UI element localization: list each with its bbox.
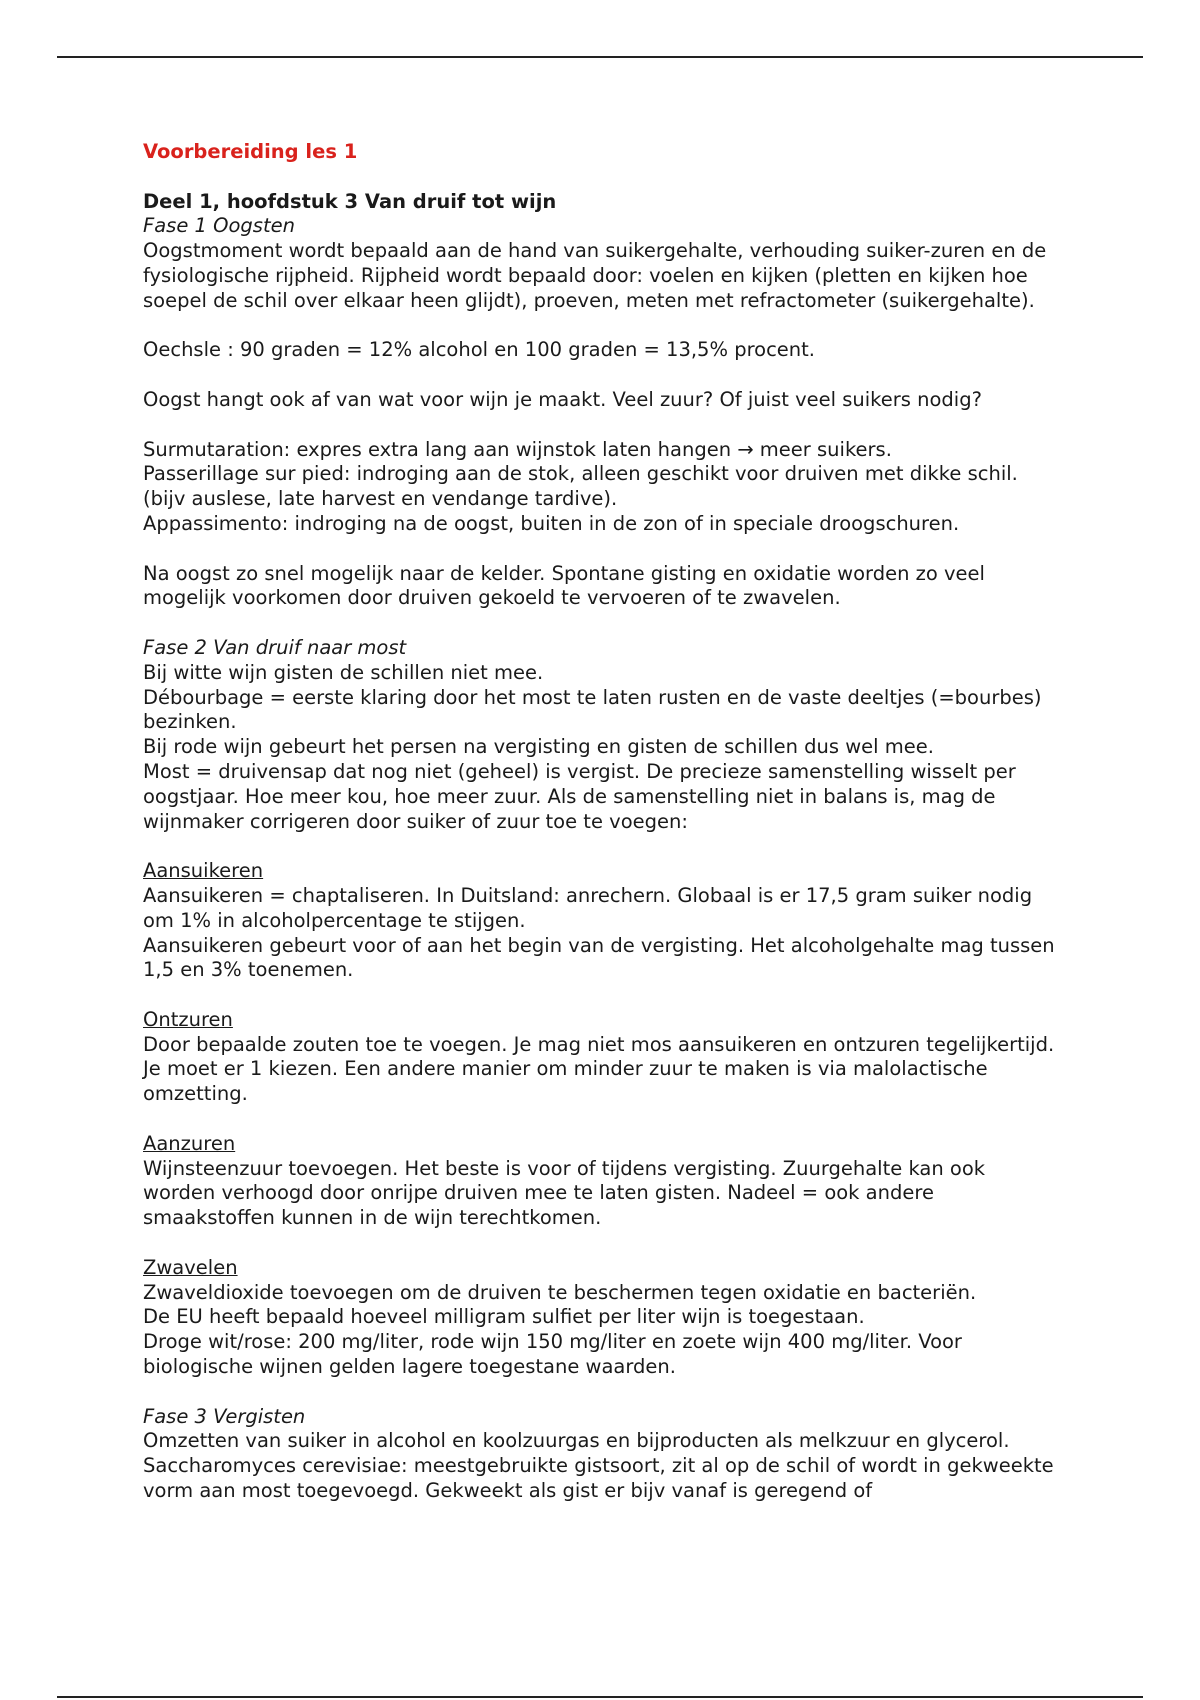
paragraph: Omzetten van suiker in alcohol en koolzuurgas en bijproducten als melkzuur en glycerol. bbox=[143, 1429, 1010, 1453]
aansuikeren-heading: Aansuikeren bbox=[143, 859, 264, 883]
paragraph: Passerillage sur pied: indroging aan de stok, alleen geschikt voor druiven met dikke schil. (bijv auslese, late harvest en vendange tardive). bbox=[143, 462, 1018, 511]
ontzuren-heading: Ontzuren bbox=[143, 1007, 233, 1031]
paragraph: Door bepaalde zouten toe te voegen. Je mag niet mos aansuikeren en ontzuren tegelijkertijd. Je moet er 1 kiezen. Een andere manier om minder zuur te maken is via malolactische omzetting. bbox=[143, 1032, 1055, 1106]
paragraph: Aansuikeren gebeurt voor of aan het begin van de vergisting. Het alcoholgehalte mag tussen 1,5 en 3% toenemen. bbox=[143, 933, 1055, 982]
paragraph: Na oogst zo snel mogelijk naar de kelder. Spontane gisting en oxidatie worden zo veel mogelijk voorkomen door druiven gekoeld te vervoeren of te zwavelen. bbox=[143, 561, 985, 610]
paragraph: Bij rode wijn gebeurt het persen na vergisting en gisten de schillen dus wel mee. bbox=[143, 735, 934, 759]
paragraph: Bij witte wijn gisten de schillen niet mee. bbox=[143, 660, 544, 684]
chapter-heading: Deel 1, hoofdstuk 3 Van druif tot wijn bbox=[143, 189, 557, 213]
paragraph: Oogst hangt ook af van wat voor wijn je maakt. Veel zuur? Of juist veel suikers nodig? bbox=[143, 387, 982, 411]
document-title: Voorbereiding les 1 bbox=[143, 140, 358, 163]
paragraph: Débourbage = eerste klaring door het most te laten rusten en de vaste deeltjes (=bourbes) bezinken. bbox=[143, 685, 1042, 734]
paragraph: Oechsle : 90 graden = 12% alcohol en 100 graden = 13,5% procent. bbox=[143, 338, 816, 362]
paragraph: De EU heeft bepaald hoeveel milligram sulfiet per liter wijn is toegestaan. bbox=[143, 1305, 865, 1329]
paragraph: Oogstmoment wordt bepaald aan de hand van suikergehalte, verhouding suiker-zuren en de fysiologische rijpheid. Rijpheid wordt bepaald door: voelen en kijken (pletten en kijken hoe soepel de schil over elkaar heen glijdt), proeven, meten met refractometer (suikergehalte). bbox=[143, 239, 1047, 312]
phase-1-title: Fase 1 Oogsten bbox=[143, 214, 295, 238]
paragraph: Surmutaration: expres extra lang aan wijnstok laten hangen → meer suikers. bbox=[143, 437, 892, 461]
paragraph: Zwaveldioxide toevoegen om de druiven te beschermen tegen oxidatie en bacteriën. bbox=[143, 1280, 977, 1304]
phase-2-title: Fase 2 Van druif naar most bbox=[143, 635, 407, 659]
aanzuren-heading: Aanzuren bbox=[143, 1131, 236, 1155]
paragraph: Droge wit/rose: 200 mg/liter, rode wijn 150 mg/liter en zoete wijn 400 mg/liter. Voor biologische wijnen gelden lagere toegestane waarden. bbox=[143, 1330, 962, 1379]
paragraph: Aansuikeren = chaptaliseren. In Duitsland: anrechern. Globaal is er 17,5 gram suiker nodig om 1% in alcoholpercentage te stijgen. bbox=[143, 883, 1033, 932]
footer-rule bbox=[57, 1696, 1143, 1698]
paragraph: Wijnsteenzuur toevoegen. Het beste is voor of tijdens vergisting. Zuurgehalte kan ook worden verhoogd door onrijpe druiven mee te laten gisten. Nadeel = ook andere smaakstoffen kunnen in de wijn terechtkomen. bbox=[143, 1156, 986, 1230]
phase-3-title: Fase 3 Vergisten bbox=[143, 1404, 306, 1428]
header-rule bbox=[57, 56, 1143, 58]
paragraph: Most = druivensap dat nog niet (geheel) is vergist. De precieze samenstelling wisselt per oogstjaar. Hoe meer kou, hoe meer zuur. Als de samenstelling niet in balans is, mag de wijnmaker corrigeren door suiker of zuur toe te voegen: bbox=[143, 759, 1016, 833]
paragraph: Appassimento: indroging na de oogst, buiten in de zon of in speciale droogschuren. bbox=[143, 511, 960, 535]
document-body bbox=[143, 140, 1063, 1504]
paragraph: Saccharomyces cerevisiae: meestgebruikte gistsoort, zit al op de schil of wordt in gekweekte vorm aan most toegevoegd. Gekweekt als gist er bijv vanaf is geregend of bbox=[143, 1454, 1054, 1503]
zwavelen-heading: Zwavelen bbox=[143, 1255, 238, 1279]
